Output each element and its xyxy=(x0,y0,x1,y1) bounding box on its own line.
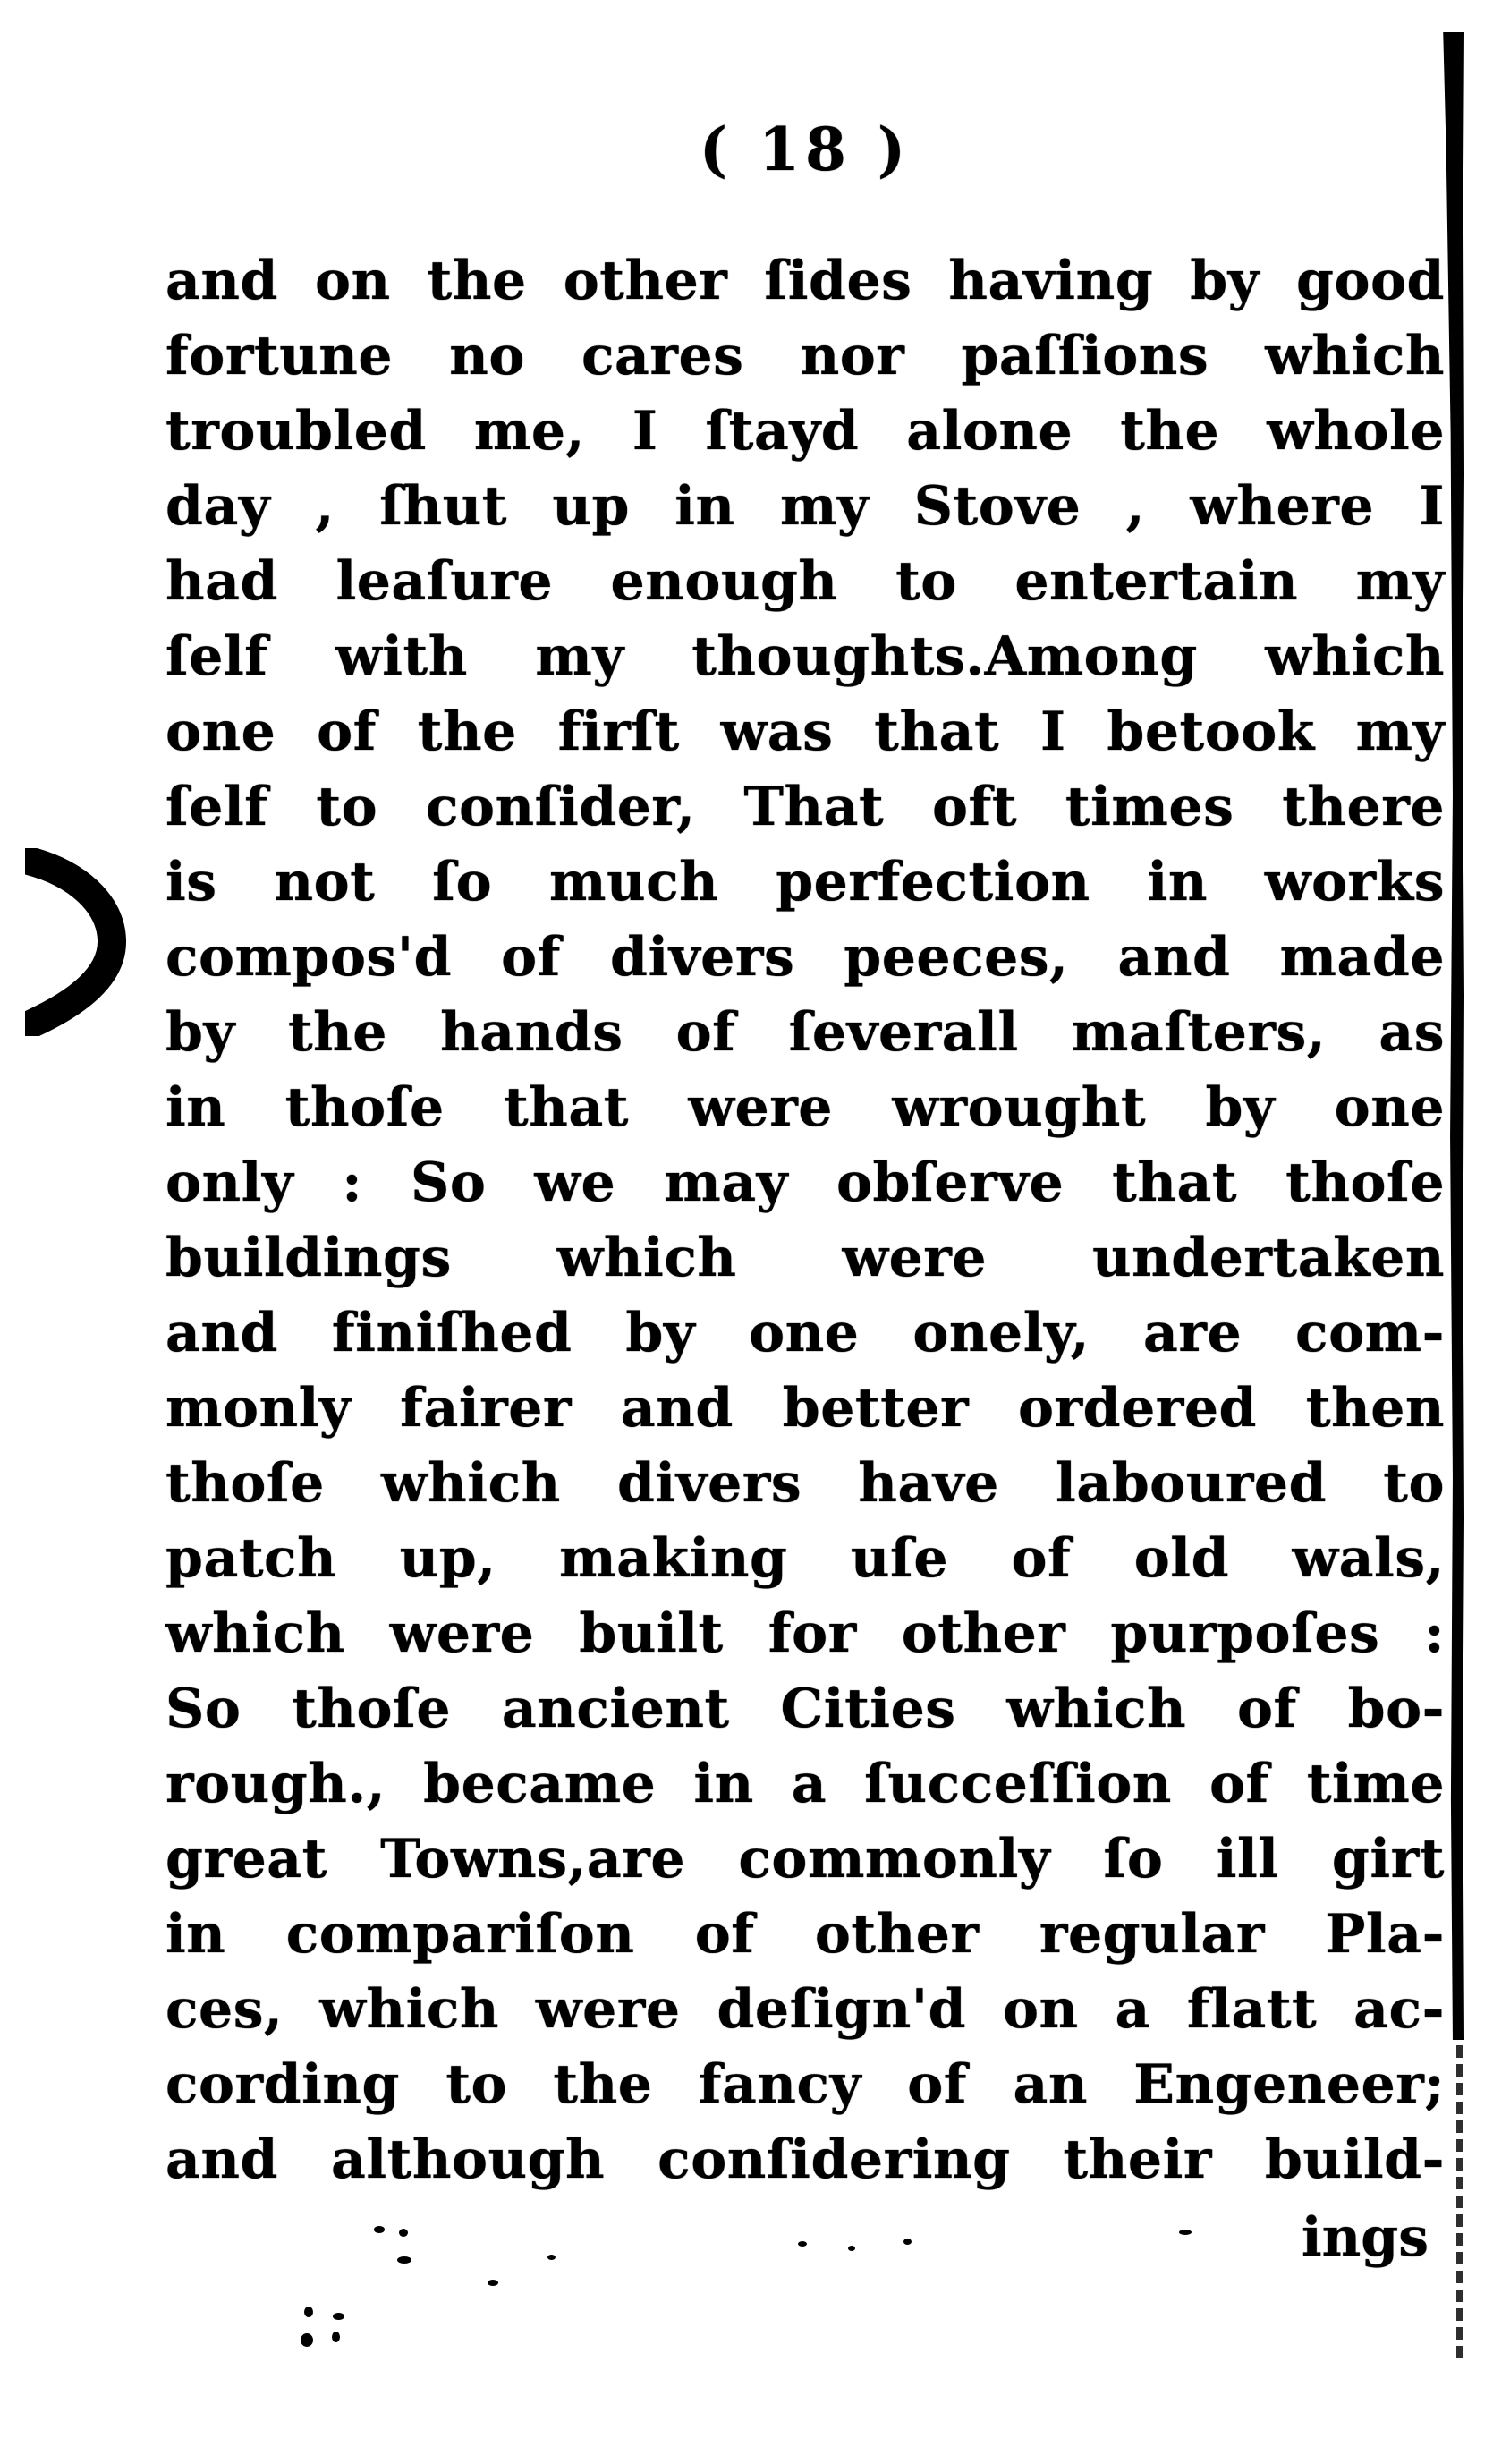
text-line: had leaſure enough to entertain my xyxy=(165,550,1445,613)
text-line: buildings which were undertaken xyxy=(165,1227,1445,1289)
text-line: troubled me, I ſtayd alone the whole xyxy=(165,400,1445,463)
text-line: only : So we may obſerve that thoſe xyxy=(165,1151,1445,1214)
ink-speck xyxy=(399,2229,408,2237)
text-line: compos'd of divers peeces, and made xyxy=(165,926,1445,989)
text-line: in thoſe that were wrought by one xyxy=(165,1076,1445,1139)
ink-speck xyxy=(488,2280,498,2286)
ink-speck xyxy=(1179,2230,1192,2235)
margin-ink-blot xyxy=(25,848,132,1036)
ink-speck xyxy=(903,2239,912,2245)
text-line: ces, which were deſign'd on a flatt ac- xyxy=(165,1978,1445,2041)
text-line: thoſe which divers have laboured to xyxy=(165,1452,1445,1515)
text-line: and although conſidering their build- xyxy=(165,2128,1445,2191)
ink-speck xyxy=(333,2313,344,2320)
text-line: by the hands of ſeverall maſters, as xyxy=(165,1001,1445,1064)
text-line: which were built for other purpoſes : xyxy=(165,1602,1445,1665)
ink-speck xyxy=(304,2307,313,2317)
text-line: is not ſo much perfection in works xyxy=(165,851,1445,913)
text-line: ſelf with my thoughts.Among which xyxy=(165,625,1445,688)
catchword: ings xyxy=(1301,2206,1429,2269)
text-line: in compariſon of other regular Pla- xyxy=(165,1903,1445,1966)
ink-speck xyxy=(397,2256,411,2264)
text-line: cording to the fancy of an Engeneer; xyxy=(165,2053,1445,2116)
gutter-shadow-tail xyxy=(1456,2045,1463,2358)
text-line: rough., became in a ſucceſſion of time xyxy=(165,1753,1445,1815)
text-line: ſelf to conſider, That oft times there xyxy=(165,776,1445,838)
ink-speck xyxy=(332,2332,340,2342)
ink-speck xyxy=(547,2255,556,2260)
text-line: patch up, making uſe of old wals, xyxy=(165,1527,1445,1590)
text-line: great Towns,are commonly ſo ill girt xyxy=(165,1828,1445,1890)
text-line: So thoſe ancient Cities which of bo- xyxy=(165,1678,1445,1740)
text-line: and finiſhed by one onely, are com- xyxy=(165,1302,1445,1364)
text-line: and on the other ſides having by good xyxy=(165,250,1445,312)
text-line: monly fairer and better ordered then xyxy=(165,1377,1445,1440)
ink-speck xyxy=(848,2246,855,2251)
ink-speck xyxy=(301,2333,313,2347)
page-number: ( 18 ) xyxy=(699,115,912,184)
text-line: fortune no cares nor paſſions which xyxy=(165,325,1445,387)
ink-speck xyxy=(374,2226,385,2233)
text-line: one of the firſt was that I betook my xyxy=(165,701,1445,763)
ink-speck xyxy=(798,2241,807,2247)
text-line: day , ſhut up in my Stove , where I xyxy=(165,475,1445,538)
body-text-block xyxy=(165,243,1445,2197)
